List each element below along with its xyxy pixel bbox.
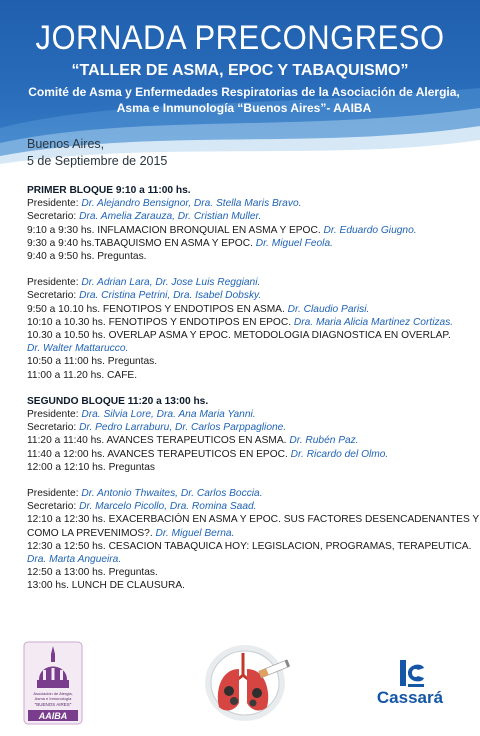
lungs-emblem	[201, 635, 293, 723]
program-schedule	[27, 184, 480, 593]
aaiba-name: AAIBA	[38, 711, 68, 721]
schedule-item	[27, 237, 472, 250]
speaker-name: Dr. Alejandro Bensignor, Dra. Stella Maris Bravo.	[81, 198, 302, 210]
speaker-name: Dr. Ricardo del Olmo.	[290, 448, 389, 460]
speaker-name: Dr. Eduardo Giugno.	[323, 224, 417, 236]
event-place: Buenos Aires,	[27, 137, 105, 151]
lungs-no-smoking-icon	[201, 635, 293, 723]
block-1-secretary	[27, 210, 472, 223]
organizer-line-2: Asma e Inmunología “Buenos Aires”- AAIBA	[116, 101, 372, 115]
schedule-item: 11:00 a 11.20 hs. CAFE.	[27, 369, 138, 381]
schedule-item	[27, 224, 472, 237]
page-title: JORNADA PRECONGRESO	[35, 18, 445, 57]
event-place-date	[27, 136, 167, 170]
page-subtitle: “TALLER DE ASMA, EPOC Y TABAQUISMO”	[71, 62, 409, 79]
organizer-text	[24, 84, 464, 116]
cassara-mark-icon	[360, 658, 460, 690]
talk-title: 9:10 a 9:30 hs. INFLAMACION BRONQUIAL EN ASMA Y EPOC.	[27, 224, 324, 236]
block-2-secretary	[27, 289, 472, 302]
schedule-item	[27, 527, 472, 540]
speaker-name: Dr. Pedro Larraburu, Dr. Carlos Parppaglione.	[79, 422, 287, 434]
speaker-name: Dr. Antonio Thwaites, Dr. Carlos Boccia.	[81, 488, 263, 500]
talk-title: 9:30 a 9:40 hs.TABAQUISMO EN ASMA Y EPOC.	[27, 237, 256, 249]
schedule-item: 13:00 hs. LUNCH DE CLAUSURA.	[27, 580, 185, 592]
spacer	[27, 263, 472, 276]
aaiba-line-1: Asociación de Alergia,	[33, 691, 73, 696]
schedule-item: 12:00 a 12:10 hs. Preguntas	[27, 461, 156, 473]
block-1-title: PRIMER BLOQUE 9:10 a 11:00 hs.	[27, 185, 191, 196]
speaker-name: Dra. Amelia Zarauza, Dr. Cristian Muller.	[79, 211, 262, 223]
spacer	[27, 474, 472, 487]
block-1-president	[27, 197, 472, 210]
schedule-item	[27, 434, 472, 447]
speaker-name: Dr. Claudio Parisi.	[287, 303, 370, 315]
speaker-name: Dr. Miguel Berna.	[155, 527, 235, 539]
speaker-name: Dr. Marcelo Picollo, Dra. Romina Saad.	[79, 501, 257, 513]
schedule-item: 10:50 a 11:00 hs. Preguntas.	[27, 356, 158, 368]
schedule-item	[27, 303, 472, 316]
talk-title: 10:10 a 10.30 hs. FENOTIPOS Y ENDOTIPOS EN EPOC.	[27, 316, 294, 328]
block-3-secretary	[27, 421, 472, 434]
schedule-item	[27, 316, 472, 329]
aaiba-line-3: "BUENOS AIRES"	[34, 702, 72, 707]
schedule-item: 12:50 a 13:00 hs. Preguntas.	[27, 567, 158, 579]
event-date: 5 de Septiembre de 2015	[27, 154, 168, 168]
speaker-name: Dr. Adrian Lara, Dr. Jose Luis Reggiani.	[81, 277, 261, 289]
block-4-secretary	[27, 500, 472, 513]
talk-title: 11:20 a 11:40 hs. AVANCES TERAPEUTICOS EN ASMA.	[27, 435, 290, 447]
speaker-name: Dra. Marta Angueira.	[27, 554, 122, 566]
organizer-line-1: Comité de Asma y Enfermedades Respiratorias de la Asociación de Alergia,	[28, 85, 460, 99]
aaiba-logo	[22, 640, 84, 726]
schedule-item: 9:40 a 9:50 hs. Preguntas.	[27, 251, 147, 263]
label: Secretario:	[27, 290, 80, 302]
schedule-item	[27, 448, 472, 461]
spacer	[27, 382, 472, 395]
label: Presidente:	[27, 409, 82, 421]
speaker-name: Dra. Cristina Petrini, Dra. Isabel Dobsky.	[79, 290, 262, 302]
talk-title: COMO LA PREVENIMOS?.	[27, 527, 156, 539]
speaker-name: Dr. Rubén Paz.	[289, 435, 359, 447]
label: Secretario:	[27, 422, 80, 434]
label: Secretario:	[27, 501, 80, 513]
label: Presidente:	[27, 277, 82, 289]
label: Presidente:	[27, 198, 82, 210]
talk-title: 11:40 a 12:00 hs. AVANCES TERAPEUTICOS EN EPOC.	[27, 448, 291, 460]
block-4-president	[27, 487, 472, 500]
label: Presidente:	[27, 488, 82, 500]
label: Secretario:	[27, 211, 80, 223]
block-2-president	[27, 276, 472, 289]
cassara-name: Cassará	[376, 688, 444, 707]
cassara-logo	[360, 658, 460, 716]
talk-title: 9:50 a 10.10 hs. FENOTIPOS Y ENDOTIPOS EN ASMA.	[27, 303, 288, 315]
speaker-name: Dr. Miguel Feola.	[255, 237, 333, 249]
speaker-name: Dr. Walter Mattarucco.	[27, 343, 129, 355]
block-3-president	[27, 408, 472, 421]
block-3-title: SEGUNDO BLOQUE 11:20 a 13:00 hs.	[27, 395, 209, 407]
schedule-item: 10.30 a 10.50 hs. OVERLAP ASMA Y EPOC. METODOLOGIA DIAGNOSTICA EN OVERLAP.	[27, 330, 451, 342]
schedule-item: 12:30 a 12:50 hs. CESACION TABAQUICA HOY: LEGISLACION, PROGRAMAS, TERAPEUTICA.	[27, 540, 472, 552]
aaiba-emblem-icon	[22, 640, 84, 726]
speaker-name: Dra. Maria Alicia Martinez Cortizas.	[293, 316, 454, 328]
schedule-item: 12:10 a 12:30 hs. EXACERBACIÓN EN ASMA Y EPOC. SUS FACTORES DESENCADENANTES Y	[27, 514, 480, 526]
speaker-name: Dra. Silvia Lore, Dra. Ana Maria Yanni.	[81, 409, 256, 421]
aaiba-line-2: Asma e Inmunología	[34, 696, 72, 701]
